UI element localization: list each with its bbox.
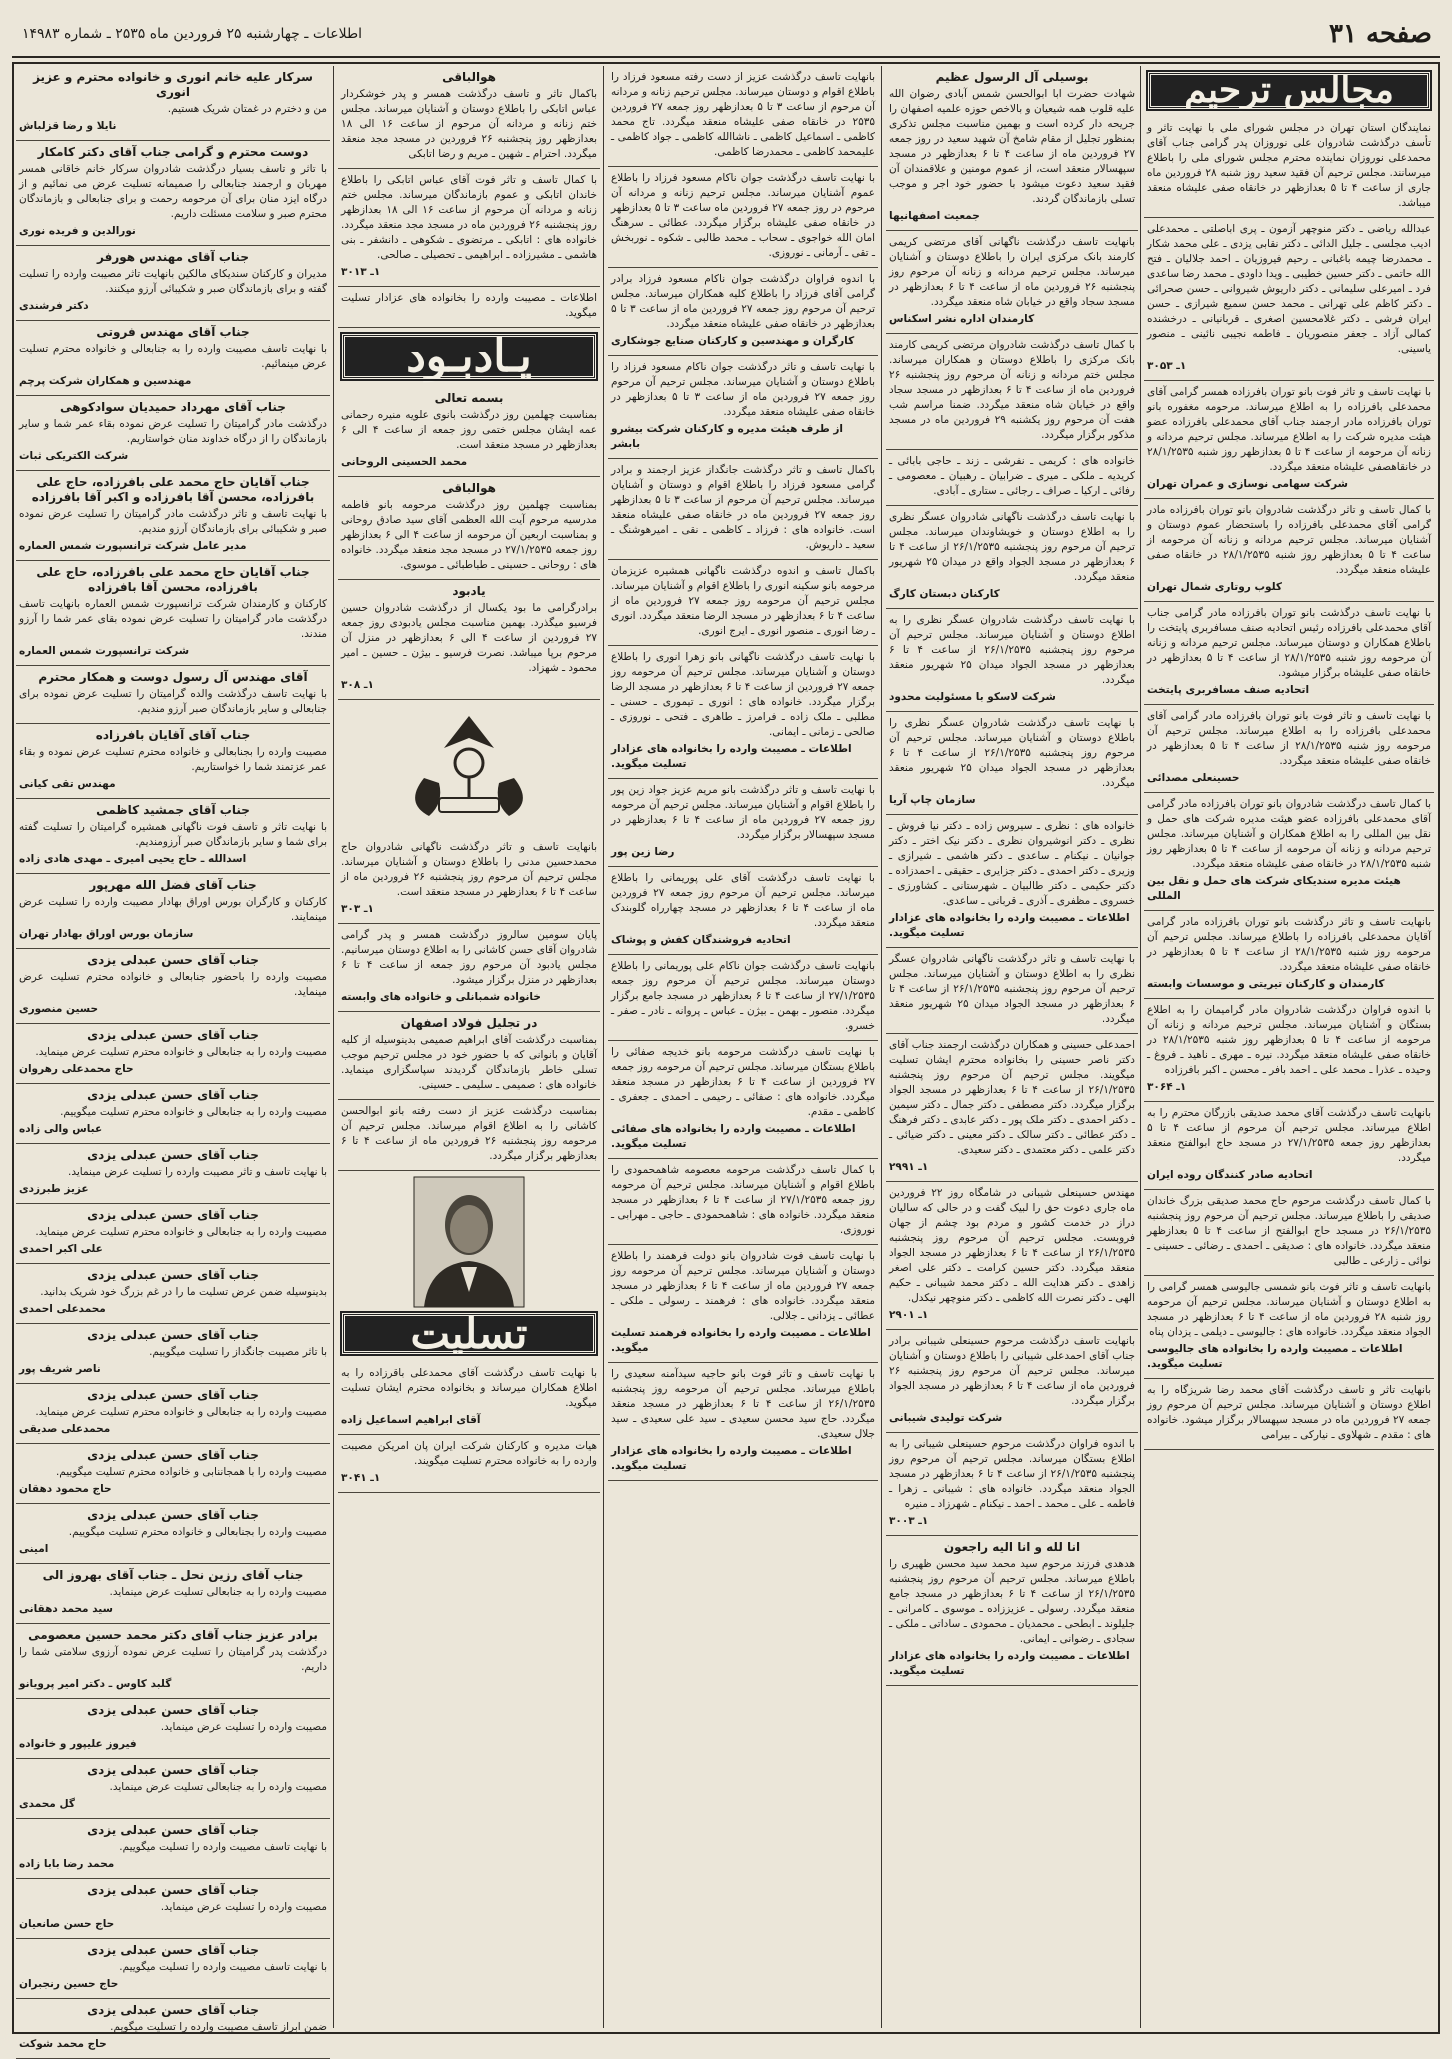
notice [16, 799, 330, 874]
notice-body: با کمال تاسف درگذشت مرحومه معصومه شاهمحمودی را باطلاع اقوام و آشنایان میرساند. مجلس ترحیم آن مرحومه روز جمعه ۲۷/۱/۲۵۳۵ از ساعت ۴ تا ۶ بعدازظهر در مسجد منعقد میگردد. خانواده های : شاهمحمودی ـ حاجی ـ مهرابی ـ نوروزی. [611, 1164, 875, 1236]
notice-body: با نهایت تاثر و تاسف فوت ناگهانی همشیره گرامیتان را تسلیت گفته برای شما و سایر بازماندگان صبر آرزومندیم. [19, 821, 327, 848]
notice [608, 66, 878, 167]
notice-signature: ۱ـ ۳۰۴۱ [341, 1472, 381, 1484]
notice-body: احمدعلی حسینی و همکاران درگذشت ارجمند جناب آقای دکتر ناصر حسینی را بخانواده محترم ایشان تسلیت میگویند. مجلس ترحیم آن مرحوم روز پنجشنبه ۲۶/۱/۲۵۳۵ از ساعت ۴ تا ۶ بعدازظهر در مسجد الجواد برگزار میگردد. دکتر مصطفی ـ دکتر جمال ـ دکتر سیمین ـ دکتر احمدی ـ دکتر ملک پور ـ دکتر عابدی ـ دکتر فرهنگ ـ دکتر عطائی ـ دکتر سالک ـ دکتر معینی ـ دکتر ضیائی ـ دکتر علمی ـ دکتر معتمدی ـ دکتر سعیدی. [889, 1039, 1135, 1156]
notice-title: جناب آقای مهندس فروتی [96, 325, 250, 339]
notice-signature: کلوب روتاری شمال تهران [1147, 581, 1283, 593]
notice-body: با نهایت تاسف مصیبت وارده را تسلیت میگوییم. [119, 1961, 327, 1973]
notice-body: برادرگرامی ما بود یکسال از درگذشت شادروان حسین فرسیو میگذرد. بهمین مناسبت مجلس یادبودی روز جمعه ۲۷ فروردین از ساعت ۴ الی ۶ بعدازظهر در منزل آن مرحوم برپا میباشد. نصرت فرسیو ـ بیژن ـ حسین ـ امیر محمود ـ شهزاد. [341, 602, 597, 674]
notice-title: در تجلیل فولاد اصفهان [400, 1016, 538, 1030]
notice-signature: شرکت لاسکو با مسئولیت محدود [889, 691, 1056, 703]
notice-body: با اندوه فراوان درگذشت مرحوم حسینعلی شیبانی را به اطلاع بستگان میرساند. مجلس ترحیم آن مرحوم روز پنجشنبه ۲۶/۱/۲۵۳۵ از ساعت ۴ تا ۶ بعدازظهر در مسجد الجواد منعقد میگردد. خانواده های : شیبانی ـ زهرا ـ فاطمه ـ علی ـ محمد ـ احمد ـ نیکنام ـ شهرزاد ـ منیره [889, 1438, 1135, 1510]
notice-signature: از طرف هیئت مدیره و کارکنان شرکت بیشرو بابشر [611, 423, 844, 450]
notice-signature: اطلاعات ـ مصیبت وارده را بخانواده های صفائی تسلیت میگوید. [611, 1123, 856, 1150]
notice-signature: هیئت مدیره سندیکای شرکت های حمل و نقل بین المللی [1147, 875, 1401, 902]
notice-signature: شرکت تولیدی شیبانی [889, 1412, 1003, 1424]
notice-title: یادبود [452, 584, 486, 598]
notice [16, 666, 330, 724]
notice-body: مصیبت وارده را با همجاننابی و خانواده محترم تسلیت میگوییم. [55, 1466, 327, 1478]
notice [16, 321, 330, 396]
column-2 [886, 66, 1138, 2026]
notice [886, 231, 1138, 334]
notice-title: جناب آقای فضل الله مهرپور [89, 878, 257, 892]
notice [16, 1444, 330, 1504]
notice [1144, 705, 1434, 793]
notice-body: با تاثر مصیبت جانگداز را تسلیت میگوییم. [149, 1346, 327, 1358]
notice [608, 1041, 878, 1159]
notice-title: جناب آقای حسن عبدلی یزدی [87, 1823, 259, 1837]
notice-signature: فیروز علیپور و خانواده [19, 1738, 137, 1750]
notice-signature: اطلاعات ـ مصیبت وارده را بخانواده های عزادار تسلیت میگوید. [611, 743, 852, 770]
notice [608, 867, 878, 955]
notice [608, 356, 878, 459]
notice-signature: حاج محمود دهقان [19, 1483, 112, 1495]
notice-body: با نهایت تاسف و تاثر درگذشت جوان ناکام مسعود فرزاد را باطلاع دوستان و آشنایان میرساند. مجلس ترحیم آن مرحوم روز جمعه ۲۷ فروردین ماه از ساعت ۳ تا ۵ بعدازظهر در خانقاه صفی علیشاه منعقد میگردد. [611, 361, 875, 418]
notice-signature: نورالدین و فریده نوری [19, 225, 136, 237]
notice-signature: علی اکبر احمدی [19, 1243, 103, 1255]
notice [886, 506, 1138, 609]
notice-signature: مهندس تقی کیانی [19, 778, 116, 790]
notice-body: بانهایت تاسف و تاثر فوت بانو شمسی جالیوسی همسر گرامی را به اطلاع دوستان و آشنایان میرساند. مجلس ترحیم آن مرحومه روز شنبه ۲۸ فروردین ماه از ساعت ۴ تا ۶ بعدازظهر در مسجد الجواد منعقد میگردد. خانواده های : جالیوسی ـ دیلمی ـ یزدان پناه [1147, 1281, 1431, 1338]
notice-body: با نهایت تاسف و تاثر فوت بانو حاجیه سیدآمنه سعیدی را باطلاع میرساند. مجلس ترحیم آن مرحومه روز پنجشنبه ۲۶/۱/۲۵۳۵ از ساعت ۴ تا ۶ بعدازظهر در مسجد منعقد میگردد. حاج سید محسن سعیدی ـ سید علی سعیدی ـ سید جلال سعیدی. [611, 1368, 876, 1440]
notice [16, 66, 330, 141]
notice-signature: حسین منصوری [19, 1003, 99, 1015]
notice-title: جناب آقایان حاج محمد علی بافرزاده، حاج علی بافرزاده، محسن آقا بافرزاده [36, 565, 310, 594]
notice-title: آقای مهندس آل رسول دوست و همکار محترم [38, 670, 308, 684]
notice [16, 1699, 330, 1759]
notice-body: با نهایت تاسف درگذشت جوان ناکام مسعود فرزاد را باطلاع عموم آشنایان میرساند. مجلس ترحیم زنانه و مردانه آن مرحوم در روز جمعه ۲۷ فروردین ماه ساعت ۳ تا ۵ بعدازظهر در خانقاه صفی علیشاه برگزار میگردد. عطائی ـ سرهنگ امان الله خواجوی ـ سحاب ـ محمد طالبی ـ شکوه ـ نوربخش ـ تقی ـ آرمانی ـ نوروزی. [611, 172, 875, 259]
notice-signature: اطلاعات ـ مصیبت وارده را بخانواده های عزادار تسلیت میگوید. [889, 1650, 1130, 1677]
notice-body: با نهایت تاسف و تاثر فوت بانو توران بافرزاده همسر گرامی آقای محمدعلی بافرزاده را به اطلاع میرساند. مرحومه مغفوره بانو توران بافرزاده مادر ارجمند جناب آقای محمدعلی بافرزاده عضو هیئت مدیره شرکت را به اطلاع میرساند. مجلس ترحیم مردانه و زنانه آن مرحومه از ساعت ۴ تا ۵ بعدازظهر روز شنبه ۲۸/۱/۲۵۳۵ در خانقاهصفی علیشاه منعقد میگردد. [1147, 386, 1431, 473]
notice-body: مصیبت وارده را تسلیت عرض مینماید. [160, 1721, 327, 1733]
notice-signature: اطلاعات ـ مصیبت وارده را بخانواده فرهمند تسلیت میگوید. [611, 1327, 871, 1354]
notice-body: با نهایت تاسف درگذشت والده گرامیتان را تسلیت عرض نموده برای جنابعالی و سایر بازماندگان صبر آرزو مندیم. [19, 688, 327, 715]
notice-body: باکمال تاسف و اندوه درگذشت ناگهانی همشیره عزیزمان مرحومه بانو سکینه انوری را باطلاع اقوام و آشنایان میرساند. مجلس ترحیم آن مرحومه روز جمعه ۲۷ فروردین ماه از ساعت ۴ تا ۶ بعدازظهر در مسجد الرضا منعقد میگردد. انوری ـ رضا انوری ـ منصور انوری ـ ایرج انوری. [611, 565, 876, 637]
memorial-emblem-icon [384, 708, 554, 828]
notice [608, 1159, 878, 1245]
notice-body: با نهایت تاسف درگذشت بانو توران بافرزاده مادر گرامی جناب آقای محمدعلی بافرزاده رئیس اتحادیه صنف مسافربری پایتخت را باطلاع همکاران و دوستان میرساند. مجلس ترحیم مردانه و زنانه آن مرحومه روز شنبه ۲۸/۱/۲۵۳۵ از ساعت ۴ تا ۵ بعدازظهر در خانقاه صفی علیشاه برگزار میشود. [1147, 607, 1432, 679]
notice [16, 1204, 330, 1264]
notice [1144, 1190, 1434, 1276]
notice-signature: اطلاعات ـ مصیبت وارده را بخانواده های عزادار تسلیت میگوید. [611, 1445, 852, 1472]
notice-signature: کارمندان و کارکنان تیریتی و موسسات وابسته [1147, 978, 1385, 990]
notice-signature: ۱ـ ۳۰۵۳ [1147, 360, 1187, 372]
notice-body: شهادت حضرت ابا ابوالحسن شمس آبادی رضوان الله علیه قلوب همه شیعیان و بالاخص حوزه علمیه اصفهان را جریحه دار کرده است و بهمین مناسبت مجلس تذکری بمنظور تجلیل از مقام شامخ آن شهید سعید در روز جمعه ۲۷ فروردین ماه از ساعت ۴ تا ۶ بعدازظهر در مسجد سپهسالار منعقد است، از عموم مومنین و علاقمندان آن فقید سعید دعوت میشود با حضور خود اجر و موجب تسلی بازماندگان گردند. [889, 88, 1135, 205]
notice [1144, 911, 1434, 999]
notices-col4-last [338, 1362, 600, 1493]
notice [1144, 793, 1434, 911]
notice-body: بانهایت تاثر و تاسف درگذشت آقای محمد رضا شریزگاه را به اطلاع دوستان و آشنایان میرساند. مجلس ترحیم آن مرحوم روز جمعه ۲۷ فروردین ماه در مسجد سپهسالار برگزار میشود. خانواده های : مقدم ـ شهلاوی ـ نیارکی ـ بیرامی [1147, 1384, 1432, 1441]
banner-majalis-tarhim: مجالس ترحیم [1148, 72, 1430, 109]
notice-signature: حاج حسین رنجبران [19, 1978, 119, 1990]
notice-title: بسمه تعالی [434, 391, 504, 405]
notice-body: با نهایت تاسف درگذشت مرحومه بانو خدیجه صفائی را باطلاع بستگان میرساند. مجلس ترحیم آن مرحومه روز جمعه ۲۷ فروردین از ساعت ۴ تا ۶ بعدازظهر در مسجد منعقد میگردد. خانواده های : صفائی ـ رحیمی ـ احمدی ـ جعفری ـ کاظمی ـ مقدم. [611, 1046, 875, 1118]
notice-body: با کمال تاسف و تاثر درگذشت شادروان بانو توران بافرزاده مادر گرامی آقای محمدعلی بافرزاده را باستحضار عموم دوستان و آشنایان میرساند. مجلس ترحیم مردانه و زنانه آن مرحومه از ساعت ۴ تا ۵ بعدازظهر روز شنبه ۲۸/۱/۲۵۳۵ در خانقاه صفی علیشاه منعقد میگردد. [1147, 504, 1431, 576]
notice-title: جناب آقای حسن عبدلی یزدی [87, 1703, 259, 1717]
notice-signature: گلبد کاوس ـ دکتر امیر پرویانو [19, 1678, 172, 1690]
notice-body: مصیبت وارده را به جنابعالی تسلیت عرض مینماید. [109, 1586, 327, 1598]
notice-signature: اتحادیه صنف مسافربری پایتخت [1147, 684, 1310, 696]
notice-body: با نهایت تاسف و تاثر مصیبت وارده را تسلیت عرض مینماید. [68, 1166, 327, 1178]
column-rule [333, 66, 334, 2028]
notice [886, 334, 1138, 450]
notice-body: با نهایت تاسف فوت شادروان بانو دولت فرهمند را باطلاع دوستان و آشنایان میرساند. مجلس ترحیم آن مرحومه روز جمعه ۲۷ فروردین ماه از ساعت ۴ تا ۶ بعدازظهر در مسجد منعقد میگردد. خانواده های : فرهمند ـ رسولی ـ ملکی ـ عطائی ـ یزدانی ـ جلالی. [611, 1250, 875, 1322]
notices-col2 [886, 66, 1138, 1686]
notice [16, 1879, 330, 1939]
notice [16, 396, 330, 471]
notice-body: با نهایت تاسف و تاثر درگذشت بانو مریم عزیز جواد زین پور را باطلاع اقوام و آشنایان میرساند. مجلس ترحیم آن مرحومه روز جمعه ۲۷ فروردین ماه از ساعت ۴ تا ۶ بعدازظهر در مسجد سپهسالار برگزار میگردد. [611, 784, 875, 841]
notice [16, 1024, 330, 1084]
notice-body: با نهایت تاسف درگذشت ناگهانی شادروان عسگر نظری را به اطلاع دوستان و خویشاوندان میرساند. مجلس ترحیم آن مرحوم روز پنجشنبه ۲۶/۱/۲۵۳۵ از ساعت ۴ تا ۶ بعدازظهر در مسجد الجواد واقع در میدان ۲۵ شهریور منعقد میگردد. [889, 511, 1135, 583]
notice [338, 1435, 600, 1493]
notice-body: با اندوه فراوان درگذشت جوان ناکام مسعود فرزاد برادر گرامی آقای فرزاد را باطلاع کلیه همکاران میرساند. مجلس ترحیم آن مرحوم روز جمعه ۲۷ فروردین ماه از ساعت ۳ تا ۵ بعدازظهر در خانقاه صفی علیشاه منعقد میگردد. [611, 273, 875, 330]
notice [608, 955, 878, 1041]
notice-body: بانهایت تاسف درگذشت جوان ناکام علی پوریمانی را باطلاع دوستان میرساند. مجلس ترحیم آن مرحوم روز جمعه ۲۷/۱/۲۵۳۵ از ساعت ۴ تا ۶ بعدازظهر در مسجد جامع برگزار میگردد. منصور ـ بهمن ـ بیژن ـ عباس ـ پروانه ـ نادر ـ صفر ـ خسرو. [611, 960, 876, 1032]
notice-body: ضمن ابراز تاسف مصیبت وارده را تسلیت میگویم. [110, 2021, 327, 2033]
notice-body: مدیران و کارکنان سندیکای مالکین بانهایت تاثر مصیبت وارده را تسلیت گفته و برای بازماندگان صبر و شکیبائی آرزو میکنند. [19, 268, 327, 295]
notices-col4-top [338, 66, 600, 328]
notice-title: بوسیلی آل الرسول عظیم [935, 70, 1089, 84]
notice [16, 1504, 330, 1564]
notice [608, 268, 878, 356]
notices-col5 [16, 66, 330, 2059]
notice-body: مصیبت وارده را به جنابعالی و خانواده محترم تسلیت عرض مینماید. [35, 1046, 327, 1058]
notice-body: مهندس حسینعلی شیبانی در شامگاه روز ۲۲ فروردین ماه جاری دعوت حق را لبیک گفت و در حالی که سالیان دراز در خدمت کشور و مردم بود چشم از جهان فروبست. مجلس ترحیم آن مرحوم روز پنجشنبه ۲۶/۱/۲۵۳۵ از ساعت ۴ تا ۶ بعدازظهر در مسجد الجواد منعقد میگردد. دکتر حسین کرامت ـ دکتر علی اصغر زاهدی ـ دکتر هدایت الله ـ دکتر محمد شیبانی ـ حکیم الهی ـ دکتر نصرت الله کاظمی ـ دکتر منوچهر نیکدل. [889, 1187, 1136, 1304]
notice-body: بانهایت تاسف درگذشت ناگهانی آقای مرتضی کریمی کارمند بانک مرکزی ایران را باطلاع دوستان و آشنایان میرساند. مجلس ترحیم مردانه و زنانه آن مرحوم روز پنجشنبه ۲۶ فروردین ماه از ساعت ۴ تا ۶ بعدازظهر در مسجد سجاد واقع در خیابان شاه منعقد میگردد. [889, 236, 1135, 308]
notice-signature: محمد رضا بابا زاده [19, 1858, 115, 1870]
notice [16, 1084, 330, 1144]
notice-title: جناب آقای حسن عبدلی یزدی [87, 953, 259, 967]
notice-body: مصیبت وارده را به جنابعالی و خانواده محترم تسلیت عرض مینماید. [35, 1406, 327, 1418]
notice [886, 712, 1138, 815]
notice-body: با نهایت تاسف و تاثر درگذشت مادر گرامیتان را تسلیت عرض نموده صبر و شکیبائی برای بازماندگان آرزو مندیم. [19, 508, 327, 535]
column-3 [608, 66, 878, 2026]
notice [886, 1536, 1138, 1686]
notice-body: مصیبت وارده را بجنابعالی و خانواده محترم تسلیت میگوییم. [68, 1526, 327, 1538]
notice-signature: کارکنان دبستان کارگ [889, 588, 1000, 600]
notice [16, 1819, 330, 1879]
page-header [12, 12, 1440, 58]
notice-body: با تاثر و تاسف بسیار درگذشت شادروان سرکار خانم خاقانی همسر مهربان و ارجمند جنابعالی را صمیمانه تسلیت عرض می نمائیم و از درگاه ایزد منان برای آن مرحومه رحمت و برای جنابعالی و بازماندگان محترم صبر و سلامت مسئلت داریم. [19, 163, 327, 220]
notice [338, 66, 600, 169]
notice [1144, 1102, 1434, 1190]
notices-col4-mid [338, 387, 600, 700]
notice [608, 779, 878, 867]
notice [1144, 218, 1434, 381]
notice-body: کارکنان و کارگران بورس اوراق بهادار مصیبت وارده را تسلیت عرض مینمایند. [19, 896, 327, 923]
notice-signature: امینی [19, 1543, 49, 1555]
notice-signature: سید محمد دهقانی [19, 1603, 113, 1615]
notice-title: جناب آقای حسن عبدلی یزدی [87, 1763, 259, 1777]
notice-body: باکمال تاثر و تاسف درگذشت همسر و پدر خوشکردار عباس اتابکی را باطلاع دوستان و آشنایان میرساند. مجلس ختم زنانه و مردانه آن مرحوم از ساعت ۱۶ الی ۱۸ بعدازظهر روز پنجشنبه ۲۶ فروردین در مسجد مجد منعقد میگردد. احترام ـ شهین ـ مریم و رضا اتابکی [341, 88, 597, 160]
notice [338, 580, 600, 700]
notice [16, 874, 330, 949]
notice-signature: ۱ـ ۲۹۹۱ [889, 1161, 929, 1173]
notice-body: باکمال تاسف و تاثر درگذشت جانگداز عزیز ارجمند و برادر گرامی مسعود فرزاد را باطلاع اقوام و دوستان و آشنایان میرساند. مجلس ترحیم آن مرحوم از ساعت ۳ تا ۵ بعدازظهر روز جمعه ۲۷ فروردین ماه در خانقاه صفی علیشاه منعقد است. خانواده های : فرزاد ـ کاظمی ـ نقی ـ امیرهوشنگ ـ سعید ـ داریوش. [611, 464, 875, 551]
notice [1144, 602, 1434, 705]
notice [16, 246, 330, 321]
notice-body: کارکنان و کارمندان شرکت ترانسپورت شمس العماره بانهایت تاسف درگذشت مادر گرامیتان را تسلیت عرض نموده بقای عمر شما را آرزو مندند. [19, 598, 327, 640]
notice-signature: مهندسین و همکاران شرکت پرچم [19, 375, 192, 387]
notice-body: مصیبت وارده را باحضور جنابعالی و خانواده محترم تسلیت عرض مینماید. [19, 971, 327, 998]
notice [16, 724, 330, 799]
notice-body: با کمال تاسف درگذشت شادروان بانو توران بافرزاده مادر گرامی آقای محمدعلی بافرزاده عضو هیئت مدیره شرکت های حمل و نقل بین المللی را به اطلاع همکاران و آشنایان میرساند. مجلس ترحیم مردانه و زنانه آن مرحومه از ساعت ۴ تا ۵ بعدازظهر روز شنبه ۲۸/۱/۲۵۳۵ در خانقاه صفی علیشاه منعقد میگردد. [1147, 798, 1432, 870]
notice [886, 1433, 1138, 1536]
notice-body: درگذشت مادر گرامیتان را تسلیت عرض نموده بقاء عمر شما و سایر بازماندگان را از درگاه خداوند منان خواستاریم. [19, 418, 327, 445]
column-1 [1144, 66, 1434, 2026]
notice-title: جناب آقای مهرداد حمیدیان سوادکوهی [60, 400, 286, 414]
notice-body: هیات مدیره و کارکنان شرکت ایران پان امریکن مصیبت وارده را به خانواده محترم تسلیت میگویند. [341, 1440, 597, 1467]
notice [1144, 117, 1434, 218]
portrait-photo [414, 1177, 524, 1307]
banner-tasliyat: تسلیت [342, 1313, 596, 1354]
notice-title: سرکار علیه خانم انوری و خانواده محترم و عزیز انوری [33, 70, 313, 99]
notice-body: با نهایت تاسف درگذشت ناگهانی بانو زهرا انوری را باطلاع دوستان و آشنایان میرساند. مجلس ترحیم آن مرحومه روز جمعه ۲۷ فروردین از ساعت ۴ تا ۶ بعدازظهر در مسجد الرضا برگزار میگردد. خانواده های : انوری ـ تیموری ـ حسنی ـ مطلبی ـ ملک زاده ـ فرامرز ـ طاهری ـ فتحی ـ نوروزی ـ صالحی ـ زمانی ـ ایمانی. [611, 651, 875, 738]
notice-body: با نهایت تاسف مصیبت وارده را تسلیت میگوییم. [119, 1841, 327, 1853]
column-5 [16, 66, 330, 2050]
notice [338, 1012, 600, 1100]
notice [608, 167, 878, 268]
notice [338, 924, 600, 1012]
notice [16, 1324, 330, 1384]
notice [16, 471, 330, 561]
notice-title: جناب آقای حسن عبدلی یزدی [87, 1148, 259, 1162]
notice-body: بمناسبت چهلمین روز درگذشت مرحومه بانو فاطمه مدرسیه مرحوم آیت الله العظمی آقای سید صادق روحانی و بمناسبت اربعین آن مرحومه از ساعت ۴ الی ۶ بعدازظهر روز جمعه ۲۷/۱/۲۵۳۵ در مسجد مجد منعقد میگردد. خانواده های : روحانی ـ حسینی ـ طباطبائی ـ موسوی. [341, 499, 598, 571]
notice-body: هدهدی فرزند مرحوم سید محمد سید محسن ظهیری را باطلاع میرساند. مجلس ترحیم آن مرحوم روز پنجشنبه ۲۶/۱/۲۵۳۵ از ساعت ۴ تا ۶ بعدازظهر در مسجد جامع منعقد میگردد. رسولی ـ عزیززاده ـ موسوی ـ کامرانی ـ جلیلوند ـ ابطحی ـ محمدیان ـ محمودی ـ ساداتی ـ ملکی ـ سجادی ـ رضوانی ـ ایمانی. [889, 1558, 1135, 1645]
edition-info: اطلاعات ـ چهارشنبه ۲۵ فروردین ماه ۲۵۳۵ ـ شماره ۱۴۹۸۳ [22, 26, 363, 42]
notice-title: جناب آقای جمشید کاظمی [96, 803, 250, 817]
notice-title: جناب آقای حسن عبدلی یزدی [87, 1388, 259, 1402]
notice-body: بانهایت تاسف و تاثر درگذشت ناگهانی شادروان حاج محمدحسین مدنی را باطلاع دوستان و آشنایان میرساند. مجلس ترحیم آن مرحوم روز پنجشنبه ۲۶ فروردین ماه از ساعت ۴ تا ۶ بعدازظهر در مسجد منعقد است. [341, 841, 598, 898]
notice-signature: محمدعلی صدیقی [19, 1423, 111, 1435]
notice [608, 1245, 878, 1363]
notice-signature: آقای ابراهیم اسماعیل زاده [341, 1414, 481, 1426]
notice [16, 1384, 330, 1444]
notice-signature: سازمان بورس اوراق بهادار تهران [19, 928, 194, 940]
notice-title: جناب آقای حسن عبدلی یزدی [87, 1088, 259, 1102]
notice-body: با نهایت تاسف درگذشت آقای محمدعلی باقرزاده را به اطلاع همکاران میرساند و بخانواده محترم ایشان تسلیت میگوید. [341, 1367, 597, 1409]
notice-title: جناب آقایان حاج محمد علی بافرزاده، حاج علی بافرزاده، محسن آقا بافرزاده و اکبر آقا بافرزاده [31, 475, 315, 504]
notice-signature: ۱ـ ۳۰۰۳ [889, 1515, 929, 1527]
notice-body: با نهایت تاسف درگذشت آقای علی پوریمانی را باطلاع میرساند. مجلس ترحیم آن مرحوم روز جمعه ۲۷ فروردین ماه از ساعت ۴ تا ۶ بعدازظهر در مسجد چهارراه گلوبندک منعقد میگردد. [611, 872, 876, 929]
notice-signature: ۱ـ ۳۰۳ [341, 903, 374, 915]
notice-body: با اندوه فراوان درگذشت شادروان مادر گرامیمان را به اطلاع بستگان و آشنایان میرساند. مجلس ترحیم مردانه و زنانه آن مرحومه از ساعت ۴ تا ۵ بعدازظهر روز شنبه ۲۸/۱/۲۵۳۵ در خانقاه صفی علیشاه منعقد میگردد. نیره ـ مهری ـ ناهید ـ فروغ ـ وحیده ـ عذرا ـ محمد علی ـ احمد بافر ـ محسن ـ اکبر بافرزاده [1147, 1004, 1431, 1076]
notice [886, 948, 1138, 1034]
notice [608, 560, 878, 646]
notice [1144, 499, 1434, 602]
notice [608, 459, 878, 560]
notices-col1 [1144, 117, 1434, 1450]
notice-signature: ۱ـ ۲۹۰۱ [889, 1309, 929, 1321]
notice-signature: اسدالله ـ حاج یحیی امیری ـ مهدی هادی زاده [19, 853, 247, 865]
notice-title: جناب آقای مهندس هورفر [97, 250, 249, 264]
notice [16, 141, 330, 246]
notice-body: خانواده های : نظری ـ سیروس زاده ـ دکتر نیا فروش ـ نظری ـ دکتر انوشیروان نظری ـ دکتر نیک اختر ـ دکتر جوانیان ـ نیکنام ـ ساعدی ـ دکتر هاشمی ـ شیرازی ـ وزیری ـ دکتر احمدی ـ دکتر جزایری ـ حقیقی ـ احمدزاده ـ دکتر حکیمی ـ دکتر طالبیان ـ شهرستانی ـ کشاورزی ـ خسروی ـ مظفری ـ آذری ـ قربانی ـ ساعدی. [889, 820, 1135, 907]
notice-signature: ۱ـ ۳۰۶۴ [1147, 1081, 1187, 1093]
notice [16, 1759, 330, 1819]
notice-title: هوالباقی [442, 481, 496, 495]
notice-body: بانهایت تاسف و تاثر درگذشت بانو توران بافرزاده مادر گرامی آقایان محمدعلی بافرزاده را باطلاع میرساند. مجلس ترحیم آن مرحومه روز شنبه ۲۸/۱/۲۵۳۵ از ساعت ۴ تا ۵ بعدازظهر در خانقاه صفی علیشاه منعقد میگردد. [1147, 916, 1432, 973]
notice-title: جناب آقای حسن عبدلی یزدی [87, 1268, 259, 1282]
column-rule [881, 66, 882, 2028]
notice-title: جناب آقای حسن عبدلی یزدی [87, 1328, 259, 1342]
notice-signature: حاج محمدعلی رهروان [19, 1063, 134, 1075]
notice-body: با نهایت تاسف درگذشت شادروان عسگر نظری را به اطلاع دوستان و آشنایان میرساند. مجلس ترحیم آن مرحوم روز پنجشنبه ۲۶/۱/۲۵۳۵ از ساعت ۴ تا ۶ بعدازظهر در مسجد الجواد میدان ۲۵ شهریور منعقد میگردد. [889, 614, 1136, 686]
notice-signature: عزیز طبرزدی [19, 1183, 89, 1195]
notice-signature: کارگران و مهندسین و کارکنان صنایع جوشکاری [611, 335, 855, 347]
notice [1144, 381, 1434, 499]
notice [886, 815, 1138, 948]
notice-body: مصیبت وارده را به جنابعالی و خانواده محترم تسلیت عرض مینماید. [35, 1226, 327, 1238]
notice [1144, 1276, 1434, 1379]
notice [338, 477, 600, 580]
notice [886, 1182, 1138, 1330]
notice-body: مصیبت وارده را به جنابعالی تسلیت عرض مینماید. [109, 1781, 327, 1793]
notice-title: جناب آقای آقایان بافرزاده [95, 728, 251, 742]
notice-signature: محمد الحسینی الروحانی [341, 456, 468, 468]
notice-title: جناب آقای حسن عبدلی یزدی [87, 2003, 259, 2017]
notice-body: مصیبت وارده را بجنابعالی و خانواده محترم تسلیت عرض نموده و بقاء عمر عزتمند شما را خواستاریم. [19, 746, 327, 773]
notice-signature: اتحادیه صادر کنندگان روده ایران [1147, 1169, 1313, 1181]
notice-title: دوست محترم و گرامی جناب آقای دکتر کامکار [37, 145, 309, 159]
notice [886, 609, 1138, 712]
notice-body: بانهایت تاسف درگذشت عزیز از دست رفته مسعود فرزاد را باطلاع اقوام و دوستان میرساند. مجلس ترحیم زنانه و مردانه آن مرحوم از ساعت ۳ تا ۵ بعدازظهر روز جمعه ۲۷ فروردین ۲۵۳۵ در خانقاه صفی علیشاه منعقد میگردد. تاج محمد کاظمی ـ اسماعیل کاظمی ـ ناشاالله کاظمی ـ جواد کاظمی ـ علیمحمد کاظمی ـ محمدرضا کاظمی. [611, 71, 876, 158]
notice-signature: شرکت الکتریکی ثبات [19, 450, 129, 462]
notice-signature: خانواده شمبانلی و خانواده های وابسته [341, 991, 541, 1003]
notice-title: جناب آقای حسن عبدلی یزدی [87, 1028, 259, 1042]
notice [16, 1624, 330, 1699]
notice-body: با کمال تاسف درگذشت مرحوم حاج محمد صدیقی بزرگ خاندان صدیقی را باطلاع میرساند. مجلس ترحیم آن مرحوم روز پنجشنبه ۲۶/۱/۲۵۳۵ در مسجد حاج ابوالفتح از ساعت ۴ تا ۵ بعدازظهر منعقد میگردد. خانواده های : صدیقی ـ احمدی ـ رضائی ـ حسینی ـ نوائی ـ زارعی ـ طالبی [1147, 1195, 1432, 1267]
notice-body: مصیبت وارده را تسلیت عرض مینماید. [160, 1901, 327, 1913]
notice-title: جناب آقای رزین نحل ـ جناب آقای بهروز الی [42, 1568, 304, 1582]
notice [608, 646, 878, 779]
notice [886, 450, 1138, 506]
notice-signature: گل محمدی [19, 1798, 75, 1810]
notice-signature: حاج محمد شوکت [19, 2038, 107, 2050]
notice-body: درگذشت پدر گرامیتان را تسلیت عرض نموده آرزوی سلامتی شما را داریم. [19, 1646, 327, 1673]
column-rule [1140, 66, 1141, 2028]
notice-body: بانهایت تاسف درگذشت مرحوم حسینعلی شیبانی برادر جناب آقای احمدعلی شیبانی را باطلاع دوستان و آشنایان میرساند. مجلس ترحیم آن مرحوم روز پنجشنبه ۲۶ فروردین ماه از ساعت ۴ تا ۶ بعدازظهر در مسجد الجواد برگزار میگردد. [889, 1335, 1135, 1407]
notice-signature: رضا زین پور [611, 846, 675, 858]
notice-body: بمناسبت درگذشت عزیز از دست رفته بانو ابوالحسن کاشانی را به اطلاع اقوام میرساند. مجلس ترحیم آن مرحومه روز پنجشنبه ۲۶ فروردین ماه از ساعت ۴ تا ۶ بعدازظهر برگزار میگردد. [341, 1105, 597, 1162]
notice-body: با کمال تاسف و تاثر فوت آقای عباس اتابکی را باطلاع خاندان اتابکی و عموم بازماندگان میرساند. مجلس ختم زنانه و مردانه آن مرحوم از ساعت ۱۶ الی ۱۸ بعدازظهر روز پنجشنبه ۲۶ فروردین ماه در مسجد مجد منعقد میگردد. خانواده های : اتابکی ـ مرتضوی ـ شکوهی ـ دانشفر ـ بنی هاشمی ـ مشیرزاده ـ ابراهیمی ـ تحصیلی ـ صالحی. [341, 174, 598, 261]
notice [16, 949, 330, 1024]
notice-signature: اطلاعات ـ مصیبت وارده را بخانواده های عزادار تسلیت میگوید. [889, 912, 1130, 939]
notice-title: جناب آقای حسن عبدلی یزدی [87, 1943, 259, 1957]
notice-body: پایان سومین سالروز درگذشت همسر و پدر گرامی شادروان آقای حسن کاشانی را به اطلاع دوستان میرسانیم. مجلس یادبود آن مرحوم روز جمعه از ساعت ۴ تا ۶ بعدازظهر در منزل برگزار میشود. [341, 929, 597, 986]
notice-signature: جمعیت اصفهانیها [889, 210, 980, 222]
page-number: صفحه ۳۱ [1329, 19, 1432, 49]
notice-title: هوالباقی [442, 70, 496, 84]
notice-signature: عباس والی زاده [19, 1123, 103, 1135]
notice [1144, 1379, 1434, 1450]
notice-signature: اتحادیه فروشندگان کفش و پوشاک [611, 934, 791, 946]
notice-body: بمناسبت درگذشت آقای ابراهیم صمیمی بدینوسیله از کلیه آقایان و بانوانی که با حضور خود در مجلس ترحیم موجب تسلی خاطر بازماندگان گردیدند سپاسگزاری مینماید. خانواده های : صمیمی ـ سلیمی ـ حسینی. [341, 1034, 597, 1091]
notice-body: مصیبت وارده را به جنابعالی و خانواده محترم تسلیت میگوییم. [60, 1106, 327, 1118]
notice-signature: ۱ـ ۳۰۸ [341, 679, 374, 691]
notice-body: نمایندگان استان تهران در مجلس شورای ملی با نهایت تاثر و تأسف درگذشت شادروان علی نوروزان پدر گرامی جناب آقای محمدعلی نوروزان نماینده محترم مجلس شورای ملی را باطلاع میرسانند. مجلس ترحیم آن فقید سعید روز شنبه ۲۸ فروردین ماه جاری از ساعت ۴ تا ۵ بعدازظهر در خانقاه صفی علیشاه منعقد میباشد. [1147, 122, 1432, 209]
notice-body: من و دخترم در غمتان شریک هستیم. [167, 103, 327, 115]
notice [1144, 999, 1434, 1102]
notice [16, 1564, 330, 1624]
notice [338, 287, 600, 328]
notice-signature: محمدعلی احمدی [19, 1303, 106, 1315]
notice-signature: حاج حسن صانعیان [19, 1918, 115, 1930]
notice-signature: نایلا و رضا قزلباش [19, 120, 117, 132]
newspaper-page [12, 12, 1440, 2050]
notice-body: بدینوسیله ضمن عرض تسلیت ما را در غم بزرگ خود شریک بدانید. [40, 1286, 327, 1298]
notice [886, 1034, 1138, 1182]
notice-signature: حسینعلی مصدائی [1147, 772, 1240, 784]
notice-title: جناب آقای حسن عبدلی یزدی [87, 1208, 259, 1222]
notice-title: انا لله و انا الیه راجعون [943, 1540, 1081, 1554]
notice [338, 169, 600, 287]
notice-body: با نهایت تاسف و تاثر فوت بانو توران بافرزاده مادر گرامی آقای محمدعلی بافرزاده را به اطلاع میرساند. مجلس ترحیم آن مرحومه روز شنبه ۲۸/۱/۲۵۳۵ از ساعت ۴ تا ۵ بعدازظهر در خانقاه صفی علیشاه منعقد میگردد. [1147, 710, 1432, 767]
notice-body: عبدالله ریاضی ـ دکتر منوچهر آزمون ـ پری اباصلتی ـ محمدعلی ادیب مجلسی ـ جلیل الدائی ـ دکتر نقابی یزدی ـ علی محمد شکار ـ محمدرضا چیمه باغبانی ـ رحیم فیروزیان ـ احمد جلالیان ـ فتح الله حاتمی ـ دکتر حسین خطیبی ـ ویدا داودی ـ محمد رضا ساعدی فرد ـ امیرعلی سلیمانی ـ دکتر داریوش شیروانی ـ حسن صحرائی ـ دکتر کاظم علی تهرانی ـ محمد حسن سمیع شیرازی ـ حسن ایران فرشی ـ دکتر غلامحسین اصغری ـ قربانیانی ـ درخشنده کمالی آزاد ـ جعفر منصوریان ـ فاطمه نجیبی نائینی ـ منصور یاسینی. [1147, 223, 1431, 355]
notice [886, 1330, 1138, 1433]
notice-signature: دکتر فرشندی [19, 300, 89, 312]
column-4 [338, 66, 600, 2026]
notice-body: با نهایت تاسف درگذشت شادروان عسگر نظری را باطلاع دوستان و آشنایان میرساند. مجلس ترحیم آن مرحوم روز پنجشنبه ۲۶/۱/۲۵۳۵ از ساعت ۴ تا ۶ بعدازظهر در مسجد الجواد میدان ۲۵ شهریور منعقد میگردد. [889, 717, 1136, 789]
notice [16, 1999, 330, 2059]
notice-body: بمناسبت چهلمین روز درگذشت بانوی علویه منیره رحمانی عمه ایشان مجلس ختمی روز جمعه از ساعت ۴ الی ۶ بعدازظهر در مسجد منعقد است. [341, 409, 597, 451]
notice [16, 561, 330, 666]
notice-title: برادر عزیز جناب آقای دکتر محمد حسین معصومی [28, 1628, 318, 1642]
notice-title: جناب آقای حسن عبدلی یزدی [87, 1508, 259, 1522]
notice-body: با نهایت تاسف و تاثر درگذشت ناگهانی شادروان عسگر نظری را به اطلاع دوستان و آشنایان میرساند. مجلس ترحیم آن مرحوم روز پنجشنبه ۲۶/۱/۲۵۳۵ از ساعت ۴ تا ۶ بعدازظهر در مسجد الجواد میدان ۲۵ شهریور منعقد میگردد. [889, 953, 1135, 1025]
notice-signature: اطلاعات ـ مصیبت وارده را بخانواده های جالیوسی تسلیت میگوید. [1147, 1343, 1403, 1370]
notice-body: اطلاعات ـ مصیبت وارده را بخانواده های عزادار تسلیت میگوید. [341, 292, 597, 319]
notice-title: جناب آقای حسن عبدلی یزدی [87, 1883, 259, 1897]
notice-signature: ۱ـ ۳۰۱۳ [341, 266, 381, 278]
notice-body: بانهایت تاسف درگذشت آقای محمد صدیقی بازرگان محترم را به اطلاع میرساند. مجلس ترحیم آن مرحوم از ساعت ۴ تا ۵ بعدازظهر روز جمعه ۲۷/۱/۲۵۳۵ در مسجد حاج ابوالفتح منعقد میگردد. [1147, 1107, 1432, 1164]
notice-signature: ناصر شریف پور [19, 1363, 101, 1375]
notice [16, 1264, 330, 1324]
notice [338, 1100, 600, 1171]
notice-body: خانواده های : کریمی ـ نفرشی ـ زند ـ حاجی بابائی ـ کریدیه ـ ملکی ـ میری ـ ضرابیان ـ رهبیان ـ معصومی ـ رفائی ـ اركیا ـ صراف ـ رجائی ـ ستاری ـ آبادی. [889, 455, 1135, 497]
notice [886, 66, 1138, 231]
notice-signature: شرکت سهامی نوسازی و عمران تهران [1147, 478, 1348, 490]
column-rule [603, 66, 604, 2028]
banner-yadbud: یـادبـود [342, 334, 596, 379]
notice [16, 1144, 330, 1204]
notice [338, 836, 600, 924]
notice-signature: شرکت ترانسپورت شمس العماره [19, 645, 190, 657]
notice [338, 387, 600, 477]
notice-title: جناب آقای حسن عبدلی یزدی [87, 1448, 259, 1462]
notice [338, 1362, 600, 1435]
notice-body: با نهایت تاسف مصیبت وارده را به جنابعالی و خانواده محترم تسلیت عرض مینمائیم. [19, 343, 327, 370]
notice-signature: مدیر عامل شرکت ترانسپورت شمس العماره [19, 540, 247, 552]
notice [608, 1363, 878, 1481]
notices-col3 [608, 66, 878, 1481]
notice-signature: سازمان چاپ آریا [889, 794, 976, 806]
notices-col4-bot [338, 836, 600, 1171]
notice [16, 1939, 330, 1999]
notice-body: با کمال تاسف درگذشت شادروان مرتضی کریمی کارمند بانک مرکزی را باطلاع دوستان و همکاران میرساند. مجلس ختم مردانه و زنانه آن مرحوم روز پنجشنبه ۲۶ فروردین ماه از ساعت ۴ تا ۶ بعدازظهر در مسجد سجاد واقع در خیابان شاه منعقد میگردد. ضمنا مراسم شب هفت آن مرحوم روز یکشنبه ۲۹ فروردین ماه در مسجد مذکور برگزار میگردد. [889, 339, 1136, 441]
notice-signature: کارمندان اداره نشر اسکناس [889, 313, 1035, 325]
